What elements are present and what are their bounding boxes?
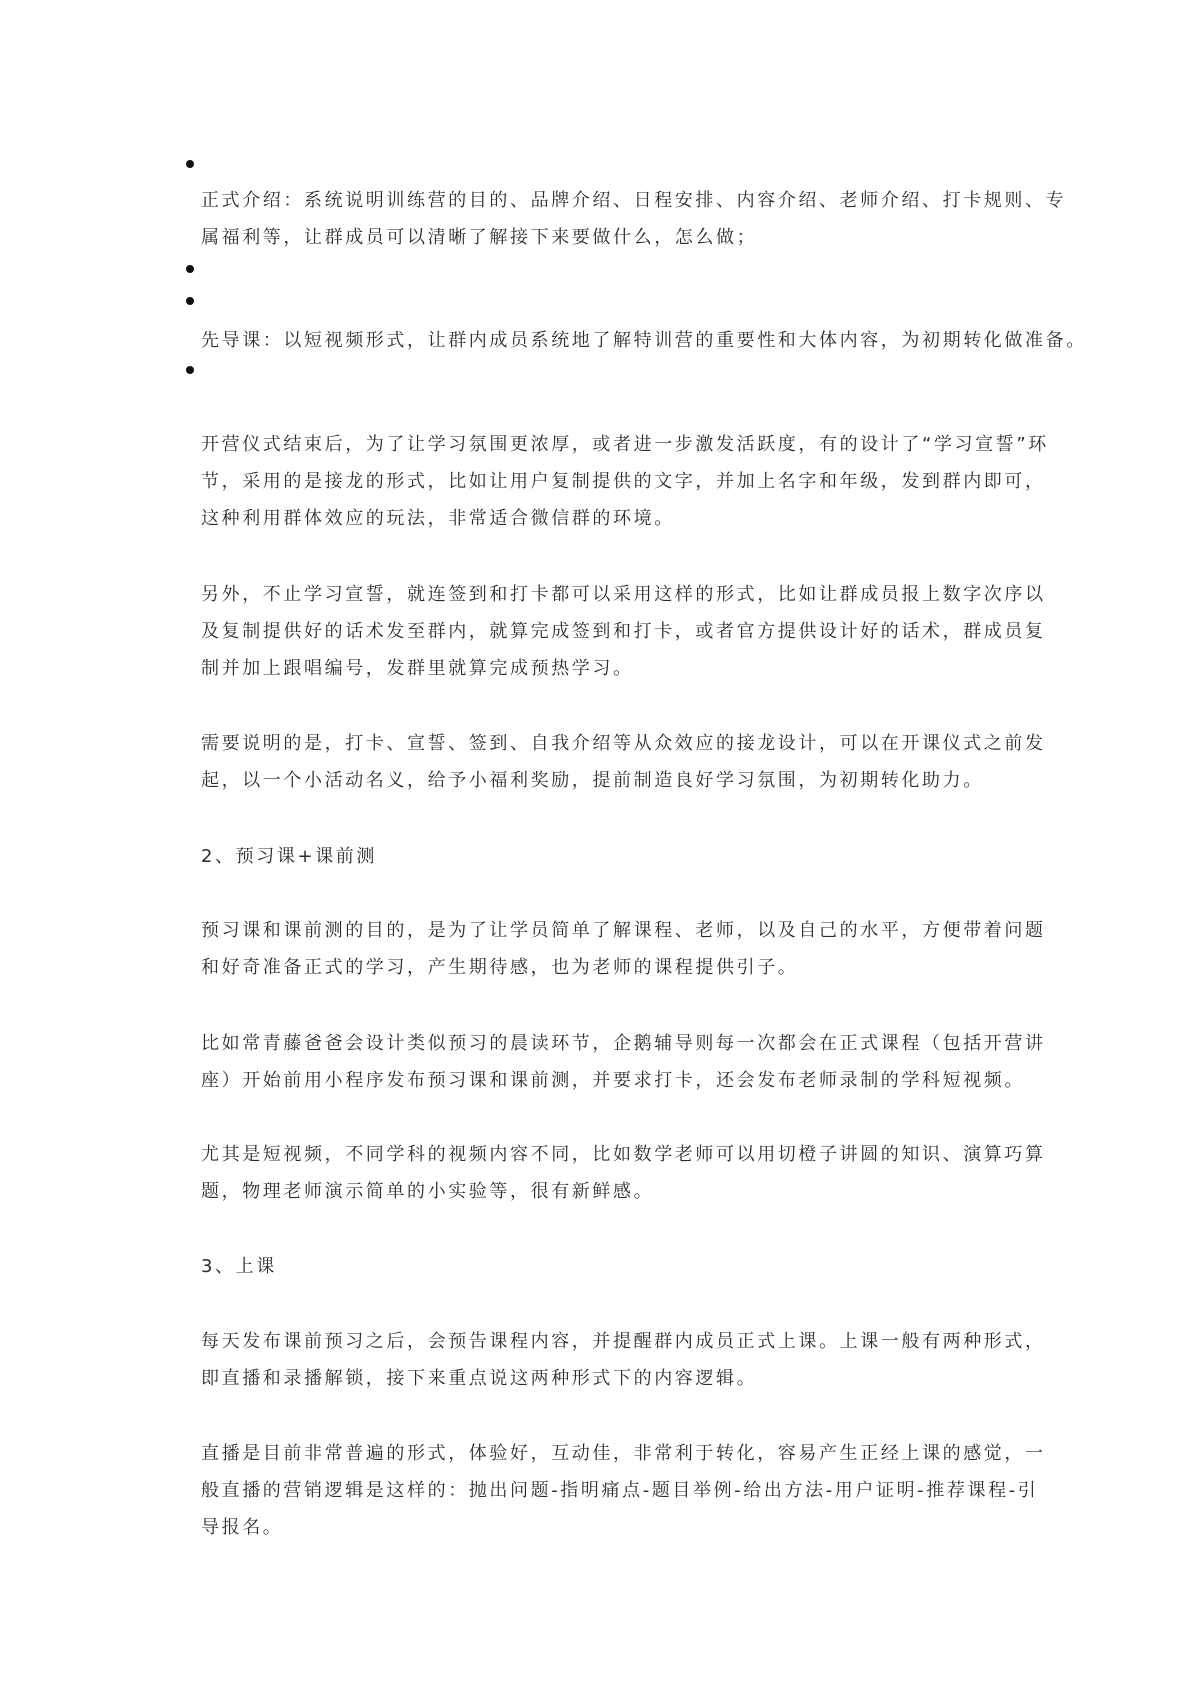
text-line: 题，物理老师演示简单的小实验等，很有新鲜感。 [201,1181,655,1202]
paragraph [201,725,1046,799]
text-line: 正式介绍：系统说明训练营的目的、品牌介绍、日程安排、内容介绍、老师介绍、打卡规则、专 [201,190,1067,211]
text-line: 制并加上跟唱编号，发群里就算完成预热学习。 [201,658,634,679]
text-line: 开营仪式结束后，为了让学习氛围更浓厚，或者进一步激发活跃度，有的设计了“学习宣誓”环 [201,434,1049,455]
text-line: 和好奇准备正式的学习，产生期待感，也为老师的课程提供引子。 [201,957,799,978]
paragraph [201,1136,1046,1210]
list-bullet [186,297,194,305]
section-heading [201,838,1031,875]
bullet-text-formal-intro [201,182,1067,256]
text-line: 另外，不止学习宣誓，就连签到和打卡都可以采用这样的形式，比如让群成员报上数字次序以 [201,584,1046,605]
text-line: 这种利用群体效应的玩法，非常适合微信群的环境。 [201,508,675,529]
bullet-text-pilot-course [201,322,1087,359]
text-line: 直播是目前非常普遍的形式，体验好，互动佳，非常利于转化，容易产生正经上课的感觉，一 [201,1443,1046,1464]
text-line: 比如常青藤爸爸会设计类似预习的晨读环节，企鹅辅导则每一次都会在正式课程（包括开营讲 [201,1033,1046,1054]
paragraph [201,576,1046,687]
paragraph [201,426,1049,537]
text-line: 2、预习课+课前测 [201,846,377,867]
text-line: 先导课：以短视频形式，让群内成员系统地了解特训营的重要性和大体内容，为初期转化做准备。 [201,330,1087,351]
list-bullet [186,366,194,374]
text-line: 预习课和课前测的目的，是为了让学员简单了解课程、老师，以及自己的水平，方便带着问题 [201,920,1046,941]
list-bullet [186,160,194,168]
text-line: 属福利等，让群成员可以清晰了解接下来要做什么，怎么做； [201,227,758,248]
text-line: 般直播的营销逻辑是这样的：抛出问题-指明痛点-题目举例-给出方法-用户证明-推荐课程-引 [201,1480,1039,1501]
text-line: 起，以一个小活动名义，给予小福利奖励，提前制造良好学习氛围，为初期转化助力。 [201,770,984,791]
paragraph [201,1323,1046,1397]
text-line: 即直播和录播解锁，接下来重点说这两种形式下的内容逻辑。 [201,1368,758,1389]
paragraph [201,1025,1046,1099]
text-line: 及复制提供好的话术发至群内，就算完成签到和打卡，或者官方提供设计好的话术，群成员复 [201,621,1046,642]
text-line: 导报名。 [201,1517,284,1538]
text-line: 需要说明的是，打卡、宣誓、签到、自我介绍等从众效应的接龙设计，可以在开课仪式之前发 [201,733,1046,754]
paragraph [201,912,1046,986]
section-heading [201,1248,1031,1285]
text-line: 每天发布课前预习之后，会预告课程内容，并提醒群内成员正式上课。上课一般有两种形式， [201,1331,1046,1352]
text-line: 节，采用的是接龙的形式，比如让用户复制提供的文字，并加上名字和年级，发到群内即可， [201,471,1046,492]
text-line: 座）开始前用小程序发布预习课和课前测，并要求打卡，还会发布老师录制的学科短视频。 [201,1070,1025,1091]
text-line: 尤其是短视频，不同学科的视频内容不同，比如数学老师可以用切橙子讲圆的知识、演算巧算 [201,1144,1046,1165]
list-bullet [186,265,194,273]
paragraph [201,1435,1046,1546]
text-line: 3、上课 [201,1256,277,1277]
